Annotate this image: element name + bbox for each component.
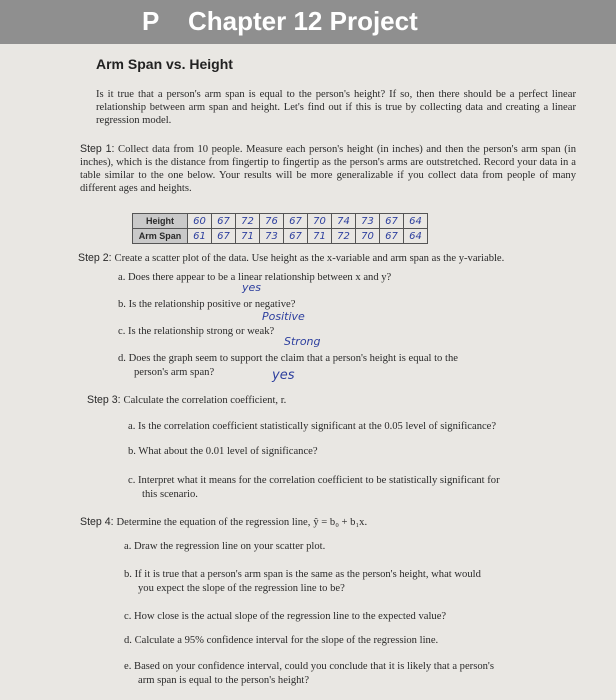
step4-question-c: c. How close is the actual slope of the regression line to the expected value? — [124, 611, 447, 622]
step2-question-c: c. Is the relationship strong or weak? — [118, 326, 275, 337]
height-row-label: Height — [133, 214, 188, 229]
height-cell: 67 — [284, 214, 308, 229]
height-cell: 67 — [380, 214, 404, 229]
height-row — [133, 214, 428, 229]
step2-label: Step 2: — [78, 252, 112, 264]
banner-letter: P — [142, 6, 160, 36]
arm-span-row — [133, 229, 428, 244]
step2-question-d-line1: d. Does the graph seem to support the claim that a person's height is equal to the — [118, 353, 458, 364]
step2-question-a: a. Does there appear to be a linear relationship between x and y? — [118, 272, 392, 283]
arm-span-cell: 71 — [308, 229, 332, 244]
height-cell: 64 — [404, 214, 428, 229]
arm-span-cell: 73 — [260, 229, 284, 244]
chapter-banner — [0, 0, 616, 44]
project-heading: Arm Span vs. Height — [96, 56, 233, 72]
arm-span-cell: 70 — [356, 229, 380, 244]
step1-label: Step 1: — [80, 143, 115, 155]
arm-span-cell: 72 — [332, 229, 356, 244]
step2-question-d-line2: person's arm span? — [134, 367, 215, 378]
arm-span-cell: 71 — [236, 229, 260, 244]
step1-paragraph — [80, 143, 576, 195]
arm-span-cell: 61 — [188, 229, 212, 244]
step3-question-a: a. Is the correlation coefficient statistically significant at the 0.05 level of significance? — [128, 421, 497, 432]
regression-equation: ŷ = b₀ + b₁x. — [313, 517, 368, 528]
step2-line — [78, 252, 504, 265]
step2-answer-a: yes — [242, 281, 262, 294]
step2-question-b: b. Is the relationship positive or negative? — [118, 299, 296, 310]
step1-text: Collect data from 10 people. Measure each person's height (in inches) and then the person's arm span (in inches), which is the distance from fingertip to fingertip as the person's arms are outstretched. Record your data in a table similar to the one below. Your results will be more generalizable if you collect data from people of many different ages and heights. — [80, 144, 576, 194]
data-table — [132, 213, 428, 244]
step4-question-e-line1: e. Based on your confidence interval, could you conclude that it is likely that a person's — [124, 661, 494, 672]
height-cell: 60 — [188, 214, 212, 229]
step3-text: Calculate the correlation coefficient, r. — [123, 395, 287, 406]
step4-text: Determine the equation of the regression line, — [116, 517, 311, 528]
height-cell: 76 — [260, 214, 284, 229]
step4-line — [80, 516, 367, 529]
step4-question-b-line2: you expect the slope of the regression line to be? — [138, 583, 345, 594]
height-cell: 73 — [356, 214, 380, 229]
step3-question-c-line1: c. Interpret what it means for the correlation coefficient to be statistically significant for — [128, 475, 500, 486]
intro-paragraph: Is it true that a person's arm span is equal to the person's height? If so, then there should be a perfect linear relationship between arm span and height. Let's find out if this is true by collecting data and creating a linear regression model. — [96, 89, 576, 126]
step4-question-e-line2: arm span is equal to the person's height? — [138, 675, 310, 686]
step3-label: Step 3: — [87, 394, 121, 406]
step2-answer-d: yes — [272, 368, 295, 383]
step3-question-c-line2: this scenario. — [142, 489, 198, 500]
step3-question-b: b. What about the 0.01 level of significance? — [128, 446, 318, 457]
chapter-title: Chapter 12 Project — [188, 6, 418, 36]
height-cell: 67 — [212, 214, 236, 229]
arm-span-cell: 67 — [284, 229, 308, 244]
arm-span-row-label: Arm Span — [133, 229, 188, 244]
height-cell: 74 — [332, 214, 356, 229]
step2-answer-b: Positive — [262, 310, 305, 323]
step2-answer-c: Strong — [284, 335, 321, 348]
step4-question-d: d. Calculate a 95% confidence interval for the slope of the regression line. — [124, 635, 439, 646]
step3-line — [87, 394, 286, 407]
step4-question-b-line1: b. If it is true that a person's arm span is the same as the person's height, what would — [124, 569, 481, 580]
height-cell: 70 — [308, 214, 332, 229]
step2-text: Create a scatter plot of the data. Use height as the x-variable and arm span as the y-variable. — [114, 253, 505, 264]
step4-label: Step 4: — [80, 516, 114, 528]
arm-span-cell: 64 — [404, 229, 428, 244]
height-cell: 72 — [236, 214, 260, 229]
arm-span-cell: 67 — [212, 229, 236, 244]
step4-question-a: a. Draw the regression line on your scatter plot. — [124, 541, 326, 552]
arm-span-cell: 67 — [380, 229, 404, 244]
